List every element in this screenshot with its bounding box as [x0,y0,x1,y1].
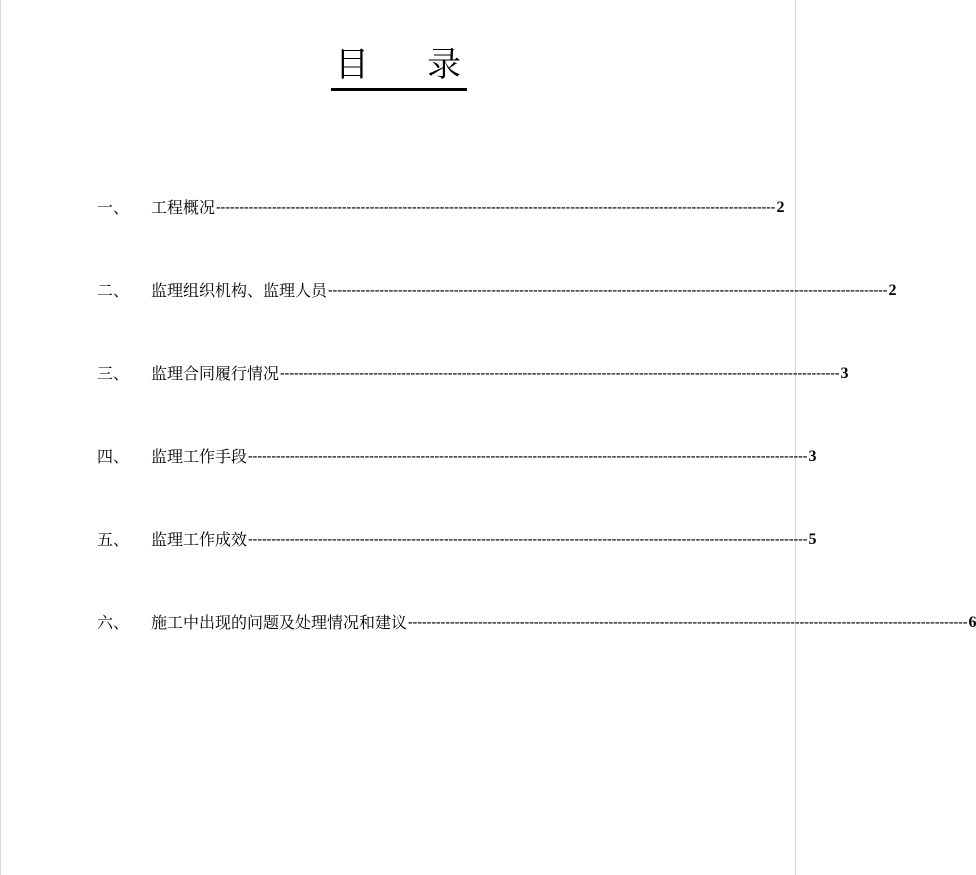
toc-page-number: 3 [808,448,817,465]
title-container [1,44,797,91]
toc-title: 施工中出现的问题及处理情况和建议 [151,613,408,632]
toc-title: 工程概况 [151,198,216,217]
toc-page-number: 6 [968,614,976,631]
title-char-2: 录 [427,45,463,85]
toc-leader-dashes: ------------------------------------------------------------------------------------------------------------------------ [280,366,840,381]
toc-entry-2[interactable] [97,280,897,302]
toc-page-number: 5 [808,531,817,548]
toc-leader-dashes: ------------------------------------------------------------------------------------------------------------------------ [408,615,968,630]
page-title [331,44,467,91]
toc-page-number: 2 [888,282,897,299]
toc-leader-dashes: ------------------------------------------------------------------------------------------------------------------------ [248,449,808,464]
toc-entry-5[interactable] [97,529,817,551]
toc-page-number: 3 [840,365,849,382]
toc-number: 一、 [97,198,130,217]
toc-number: 五、 [97,530,130,549]
toc-entry-4[interactable] [97,446,817,468]
title-char-1: 目 [335,45,371,85]
toc-page-number: 2 [776,199,785,216]
toc-number: 四、 [97,447,130,466]
table-of-contents [97,197,976,695]
toc-entry-6[interactable] [97,612,976,634]
toc-title: 监理合同履行情况 [151,364,280,383]
toc-title: 监理工作手段 [151,447,248,466]
toc-leader-dashes: ------------------------------------------------------------------------------------------------------------------------ [248,532,808,547]
toc-leader-dashes: ------------------------------------------------------------------------------------------------------------------------ [328,283,888,298]
toc-title: 监理组织机构、监理人员 [151,281,328,300]
toc-leader-dashes: ------------------------------------------------------------------------------------------------------------------------ [216,200,776,215]
toc-title: 监理工作成效 [151,530,248,549]
toc-number: 二、 [97,281,130,300]
toc-entry-3[interactable] [97,363,849,385]
toc-number: 六、 [97,613,130,632]
toc-entry-1[interactable] [97,197,785,219]
toc-number: 三、 [97,364,130,383]
